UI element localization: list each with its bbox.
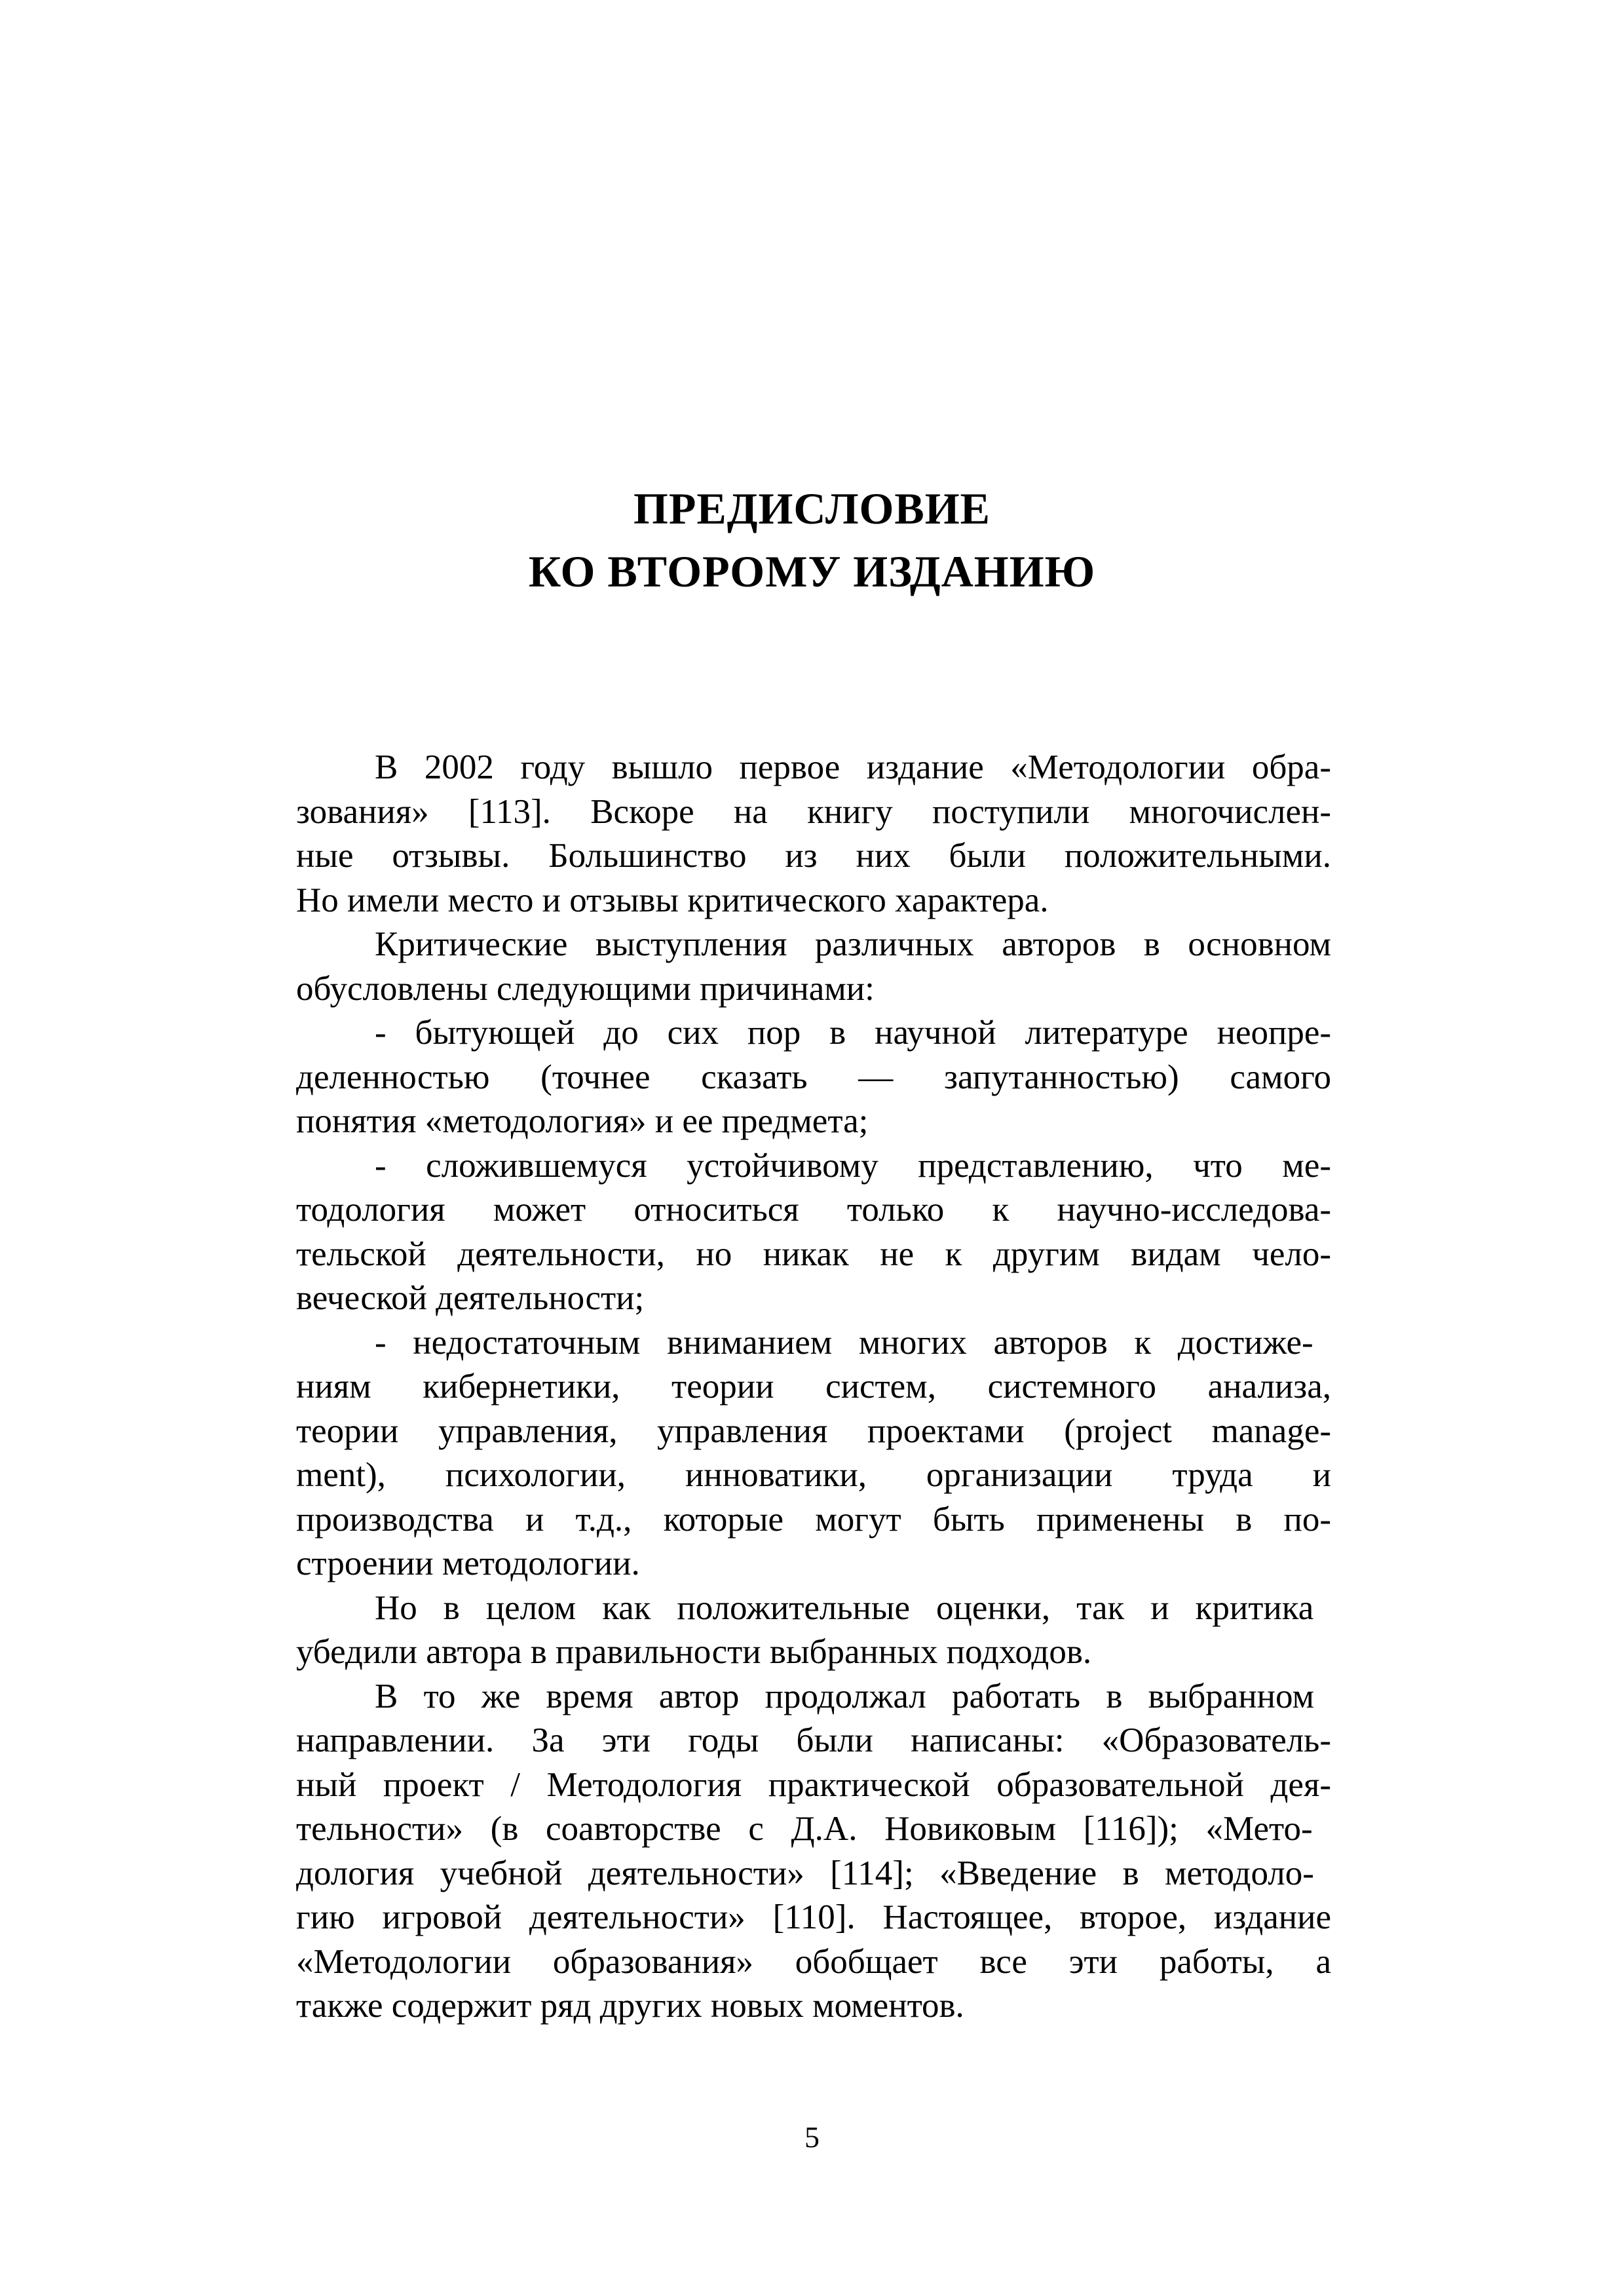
text-line: понятия «методология» и ее предмета; [296,1102,869,1140]
text-line: тельской деятельности, но никак не к другим видам чело- [296,1234,1331,1273]
list-item-1 [296,1011,1331,1144]
text-line: ный проект / Методология практической образовательной дея- [296,1765,1331,1804]
text-line: тодология может относиться только к научно-исследова- [296,1191,1331,1229]
text-line: строении методологии. [296,1544,640,1582]
text-line: ment), психологии, инноватики, организации труда и [296,1456,1331,1494]
text-line: Но в целом как положительные оценки, так и критика [375,1588,1314,1627]
text-line: дология учебной деятельности» [114]; «Введение в методоло- [296,1854,1314,1892]
text-line: убедили автора в правильности выбранных подходов. [296,1633,1092,1671]
text-line: зования» [113]. Вскоре на книгу поступили многочислен- [296,792,1331,831]
list-item-3 [296,1321,1331,1586]
text-line: направлении. За эти годы были написаны: «Образователь- [296,1721,1331,1759]
text-line: В то же время автор продолжал работать в выбранном [375,1677,1314,1715]
text-line: - сложившемуся устойчивому представлению, что ме- [375,1146,1331,1185]
page-number: 5 [804,2120,820,2154]
text-line: производства и т.д., которые могут быть применены в по- [296,1500,1331,1539]
text-line: теории управления, управления проектами (project manage- [296,1411,1331,1450]
heading-line-2: КО ВТОРОМУ ИЗДАНИЮ [528,546,1096,596]
text-line: Критические выступления различных авторов в основном [375,925,1331,963]
text-line: гию игровой деятельности» [110]. Настоящее, второе, издание [296,1898,1331,1936]
text-line: тельности» (в соавторстве с Д.А. Новиковым [116]); «Мето- [296,1810,1313,1848]
text-line: «Методологии образования» обобщает все эти работы, а [296,1942,1331,1981]
body-text [296,746,1331,2029]
text-line: также содержит ряд других новых моментов. [296,1987,964,2025]
text-line: ные отзывы. Большинство из них были положительными. [296,837,1331,875]
text-line: В 2002 году вышло первое издание «Методологии обра- [375,748,1331,786]
paragraph-2 [296,923,1331,1011]
heading-line-1: ПРЕДИСЛОВИЕ [633,484,991,533]
paragraph-1 [296,746,1331,923]
text-line: - бытующей до сих пор в научной литературе неопре- [375,1014,1331,1052]
paragraph-4 [296,1675,1331,2029]
list-item-2 [296,1144,1331,1321]
text-line: веческой деятельности; [296,1279,645,1317]
section-heading [0,477,1624,603]
text-line: ниям кибернетики, теории систем, системного анализа, [296,1368,1331,1406]
text-line: Но имели место и отзывы критического характера. [296,881,1049,919]
text-line: обусловлены следующими причинами: [296,969,875,1008]
text-line: - недостаточным вниманием многих авторов к достиже- [375,1323,1313,1362]
paragraph-3 [296,1586,1331,1675]
text-line: деленностью (точнее сказать — запутанностью) самого [296,1058,1331,1096]
